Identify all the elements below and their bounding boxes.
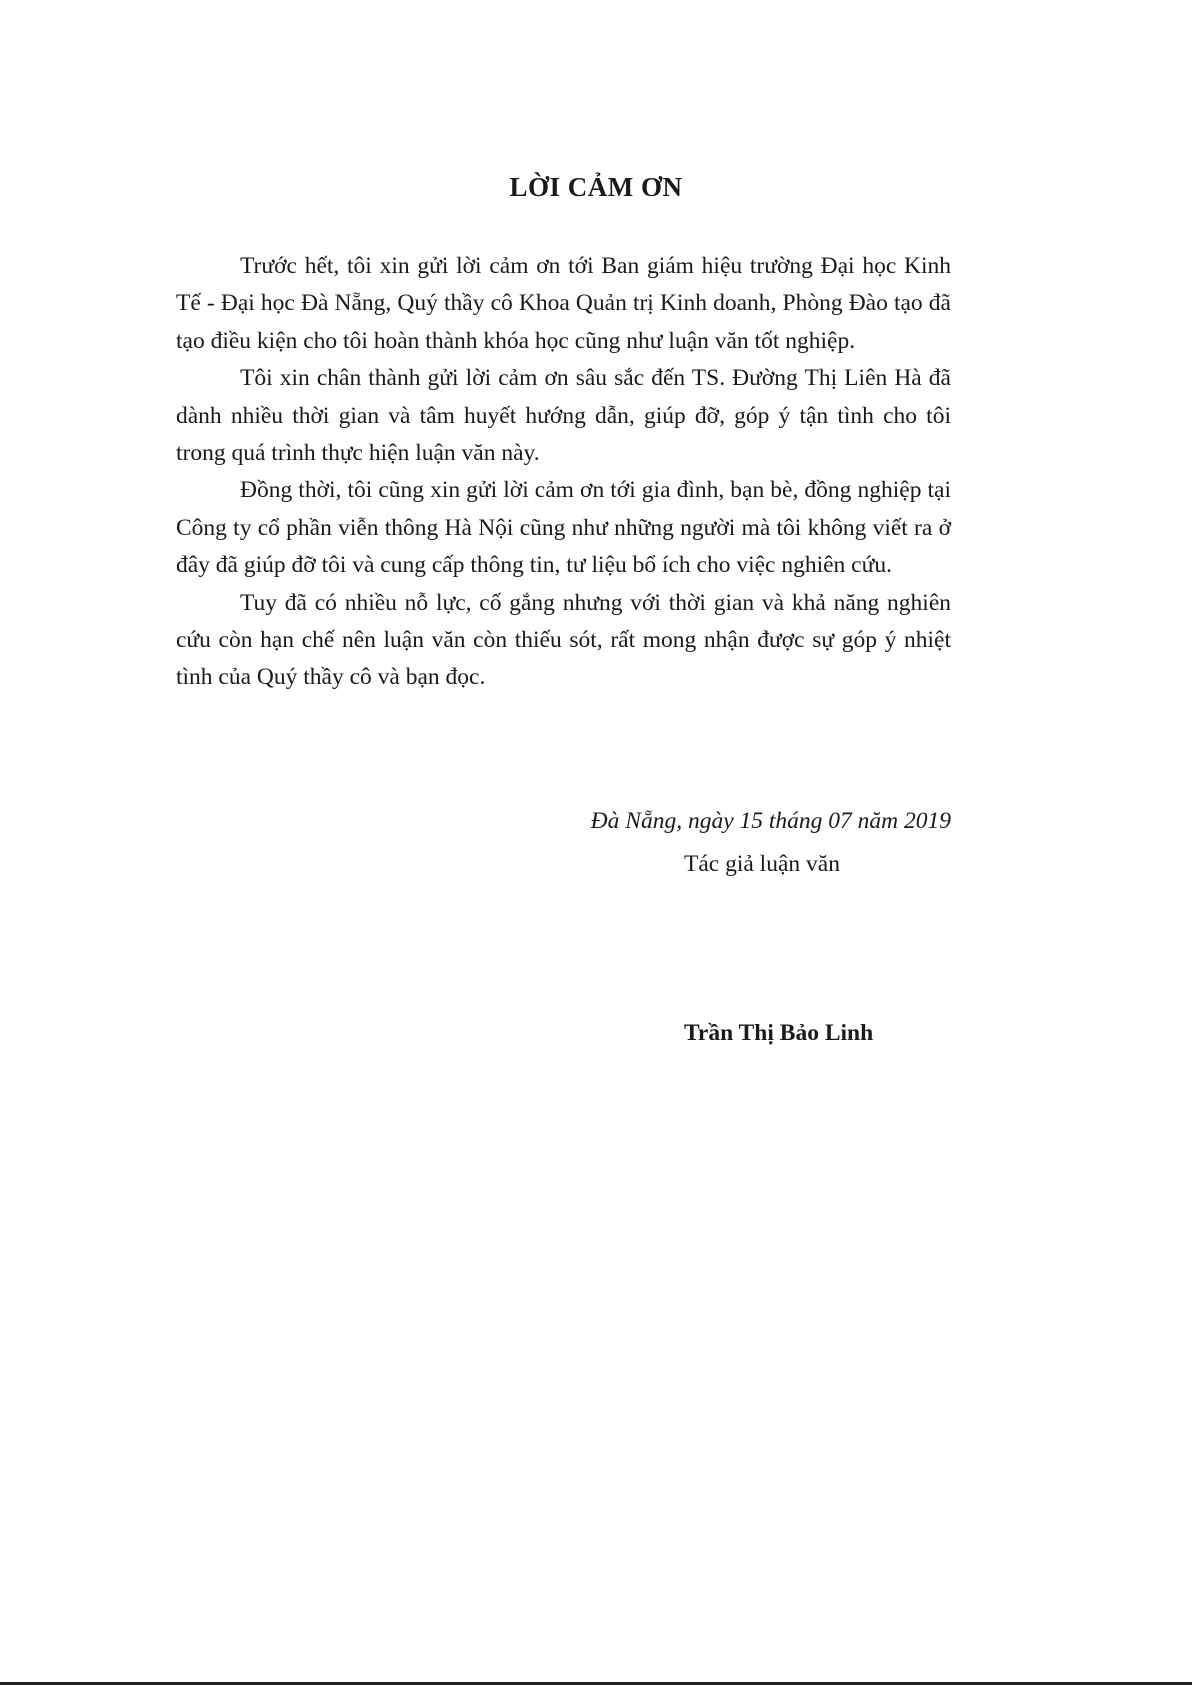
place-date-line: Đà Nẵng, ngày 15 tháng 07 năm 2019 <box>590 808 951 834</box>
paragraph: Đồng thời, tôi cũng xin gửi lời cảm ơn tới gia đình, bạn bè, đồng nghiệp tại Công ty cổ phần viễn thông Hà Nội cũng như những người mà tôi không viết ra ở đây đã giúp đỡ tôi và cung cấp thông tin, tư liệu bổ ích cho việc nghiên cứu. <box>176 477 951 579</box>
acknowledgement-body <box>176 248 951 697</box>
author-name: Trần Thị Bảo Linh <box>684 1020 874 1046</box>
paragraph: Trước hết, tôi xin gửi lời cảm ơn tới Ban giám hiệu trường Đại học Kinh Tế - Đại học Đà Nẵng, Quý thầy cô Khoa Quản trị Kinh doanh, Phòng Đào tạo đã tạo điều kiện cho tôi hoàn thành khóa học cũng như luận văn tốt nghiệp. <box>176 253 951 354</box>
paragraph: Tuy đã có nhiều nỗ lực, cố gắng nhưng với thời gian và khả năng nghiên cứu còn hạn chế nên luận văn còn thiếu sót, rất mong nhận được sự góp ý nhiệt tình của Quý thầy cô và bạn đọc. <box>176 589 951 691</box>
page-title: LỜI CẢM ƠN <box>509 172 683 202</box>
paragraph: Tôi xin chân thành gửi lời cảm ơn sâu sắc đến TS. Đường Thị Liên Hà đã dành nhiều thời gian và tâm huyết hướng dẫn, giúp đỡ, góp ý tận tình cho tôi trong quá trình thực hiện luận văn này. <box>176 365 951 467</box>
author-role-label: Tác giả luận văn <box>684 851 840 877</box>
